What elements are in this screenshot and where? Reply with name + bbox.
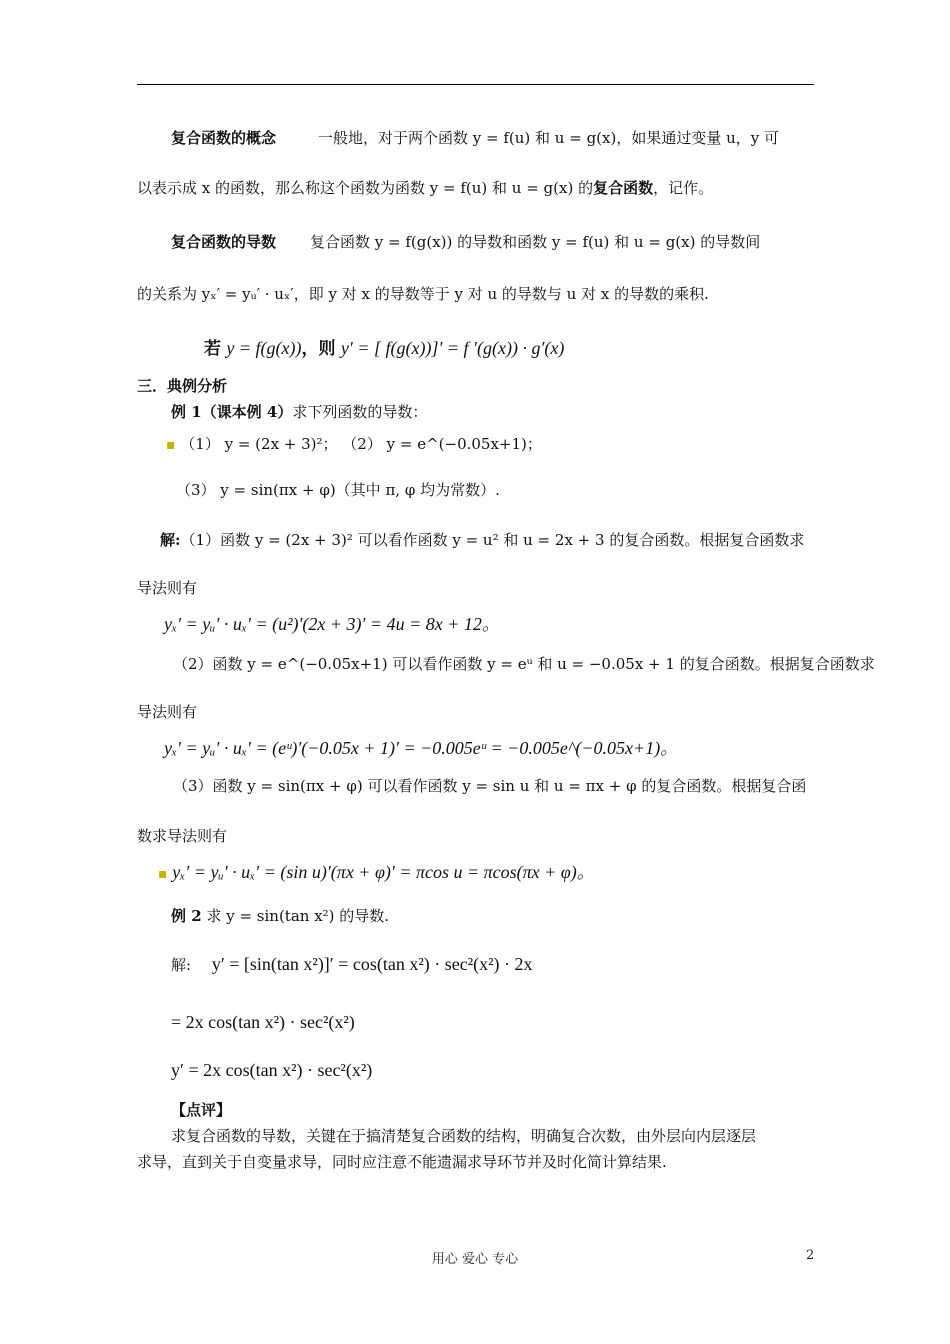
chain-rule-formula2: y′ = [ f(g(x))]′ = f ′(g(x)) · g′(x) — [340, 338, 565, 358]
marker-dot-icon-2: ▪ — [158, 866, 168, 882]
composite-derivative-title-text: 复合函数的导数 — [171, 233, 277, 251]
solution3-formula-row — [158, 862, 595, 884]
comment-line1: 求复合函数的导数，关键在于搞清楚复合函数的结构，明确复合次数，由外层向内层逐层 — [171, 1127, 757, 1145]
composite-concept-title: 复合函数的概念 — [171, 129, 277, 147]
example2-text: 求 y = sin(tan x²) 的导数. — [206, 907, 390, 925]
composite-concept-tail: ，记作。 — [653, 179, 714, 197]
solution1-formula: yₓ′ = yᵤ′ · uₓ′ = (u²)′(2x + 3)′ = 4u = 8x + 12。 — [164, 614, 500, 634]
comment-heading: 【点评】 — [171, 1101, 232, 1119]
solution2-formula: yₓ′ = yᵤ′ · uₓ′ = (eᵘ)′(−0.05x + 1)′ = −0.005eᵘ = −0.005e^(−0.05x+1)。 — [164, 738, 679, 758]
example2-title: 例 2 — [171, 907, 202, 925]
example1-item-3: （3） y = sin(πx + φ)（其中 π, φ 均为常数）. — [176, 481, 500, 499]
example2-solution-label: 解: — [171, 956, 192, 974]
chain-rule-line — [204, 338, 564, 359]
example1-text: 求下列函数的导数： — [292, 403, 428, 421]
example1-items-1-2 — [166, 434, 542, 455]
composite-bold-term: 复合函数 — [593, 179, 654, 197]
footer-text: 用心 爱心 专心 — [431, 1252, 519, 1267]
solution3-line1: （3）函数 y = sin(πx + φ) 可以看作函数 y = sin u 和 u = πx + φ 的复合函数。根据复合函 — [173, 777, 807, 795]
header-rule — [137, 84, 814, 85]
chain-rule-prefix: 若 — [204, 339, 221, 359]
solution3-line2: 数求导法则有 — [137, 827, 228, 845]
example2-heading — [171, 906, 389, 926]
composite-derivative-line2: 的关系为 yₓ′ = yᵤ′ · uₓ′，即 y 对 x 的导数等于 y 对 u 的导数与 u 对 x 的导数的乘积. — [137, 285, 709, 303]
example2-formula1: y′ = [sin(tan x²)]′ = cos(tan x²) · sec²(x²) · 2x — [211, 954, 533, 974]
example1-title: 例 1（课本例 4） — [171, 403, 293, 421]
solution2-line2: 导法则有 — [137, 703, 198, 721]
solution3-formula: yₓ′ = yᵤ′ · uₓ′ = (sin u)′(πx + φ)′ = πcos u = πcos(πx + φ)。 — [172, 862, 595, 882]
solution1-line2: 导法则有 — [137, 579, 198, 597]
chain-rule-mid: ，则 — [301, 339, 336, 359]
example2-formula2: = 2x cos(tan x²) · sec²(x²) — [171, 1012, 355, 1032]
solution1-line1-text: （1）函数 y = (2x + 3)² 可以看作函数 y = u² 和 u = 2x + 3 的复合函数。根据复合函数求 — [180, 531, 805, 549]
solution2-line1: （2）函数 y = e^(−0.05x+1) 可以看作函数 y = eᵘ 和 u = −0.05x + 1 的复合函数。根据复合函数求 — [173, 655, 875, 673]
example2-solution-line1 — [171, 954, 533, 975]
composite-derivative-line1: 复合函数 y = f(g(x)) 的导数和函数 y = f(u) 和 u = g(x) 的导数间 — [310, 233, 761, 251]
solution-label: 解: — [160, 531, 181, 549]
example1-items12-text: （1） y = (2x + 3)²； （2） y = e^(−0.05x+1)； — [180, 435, 542, 453]
composite-derivative-title — [171, 232, 276, 252]
composite-concept-paragraph — [171, 128, 276, 148]
marker-dot-icon: ▪ — [166, 437, 176, 453]
section-heading: 三．典例分析 — [137, 377, 228, 395]
solution1-line1 — [160, 530, 804, 550]
example1-heading — [171, 402, 427, 422]
example2-formula3: y′ = 2x cos(tan x²) · sec²(x²) — [171, 1060, 373, 1080]
composite-concept-line2 — [137, 178, 713, 198]
chain-rule-formula1: y = f(g(x)) — [226, 338, 302, 358]
page-number: 2 — [806, 1248, 815, 1263]
composite-concept-line2-text: 以表示成 x 的函数，那么称这个函数为函数 y = f(u) 和 u = g(x) 的 — [137, 179, 594, 197]
comment-line2: 求导，直到关于自变量求导，同时应注意不能遗漏求导环节并及时化简计算结果. — [137, 1153, 667, 1171]
composite-concept-line1: 一般地，对于两个函数 y = f(u) 和 u = g(x)，如果通过变量 u，y 可 — [318, 129, 780, 147]
